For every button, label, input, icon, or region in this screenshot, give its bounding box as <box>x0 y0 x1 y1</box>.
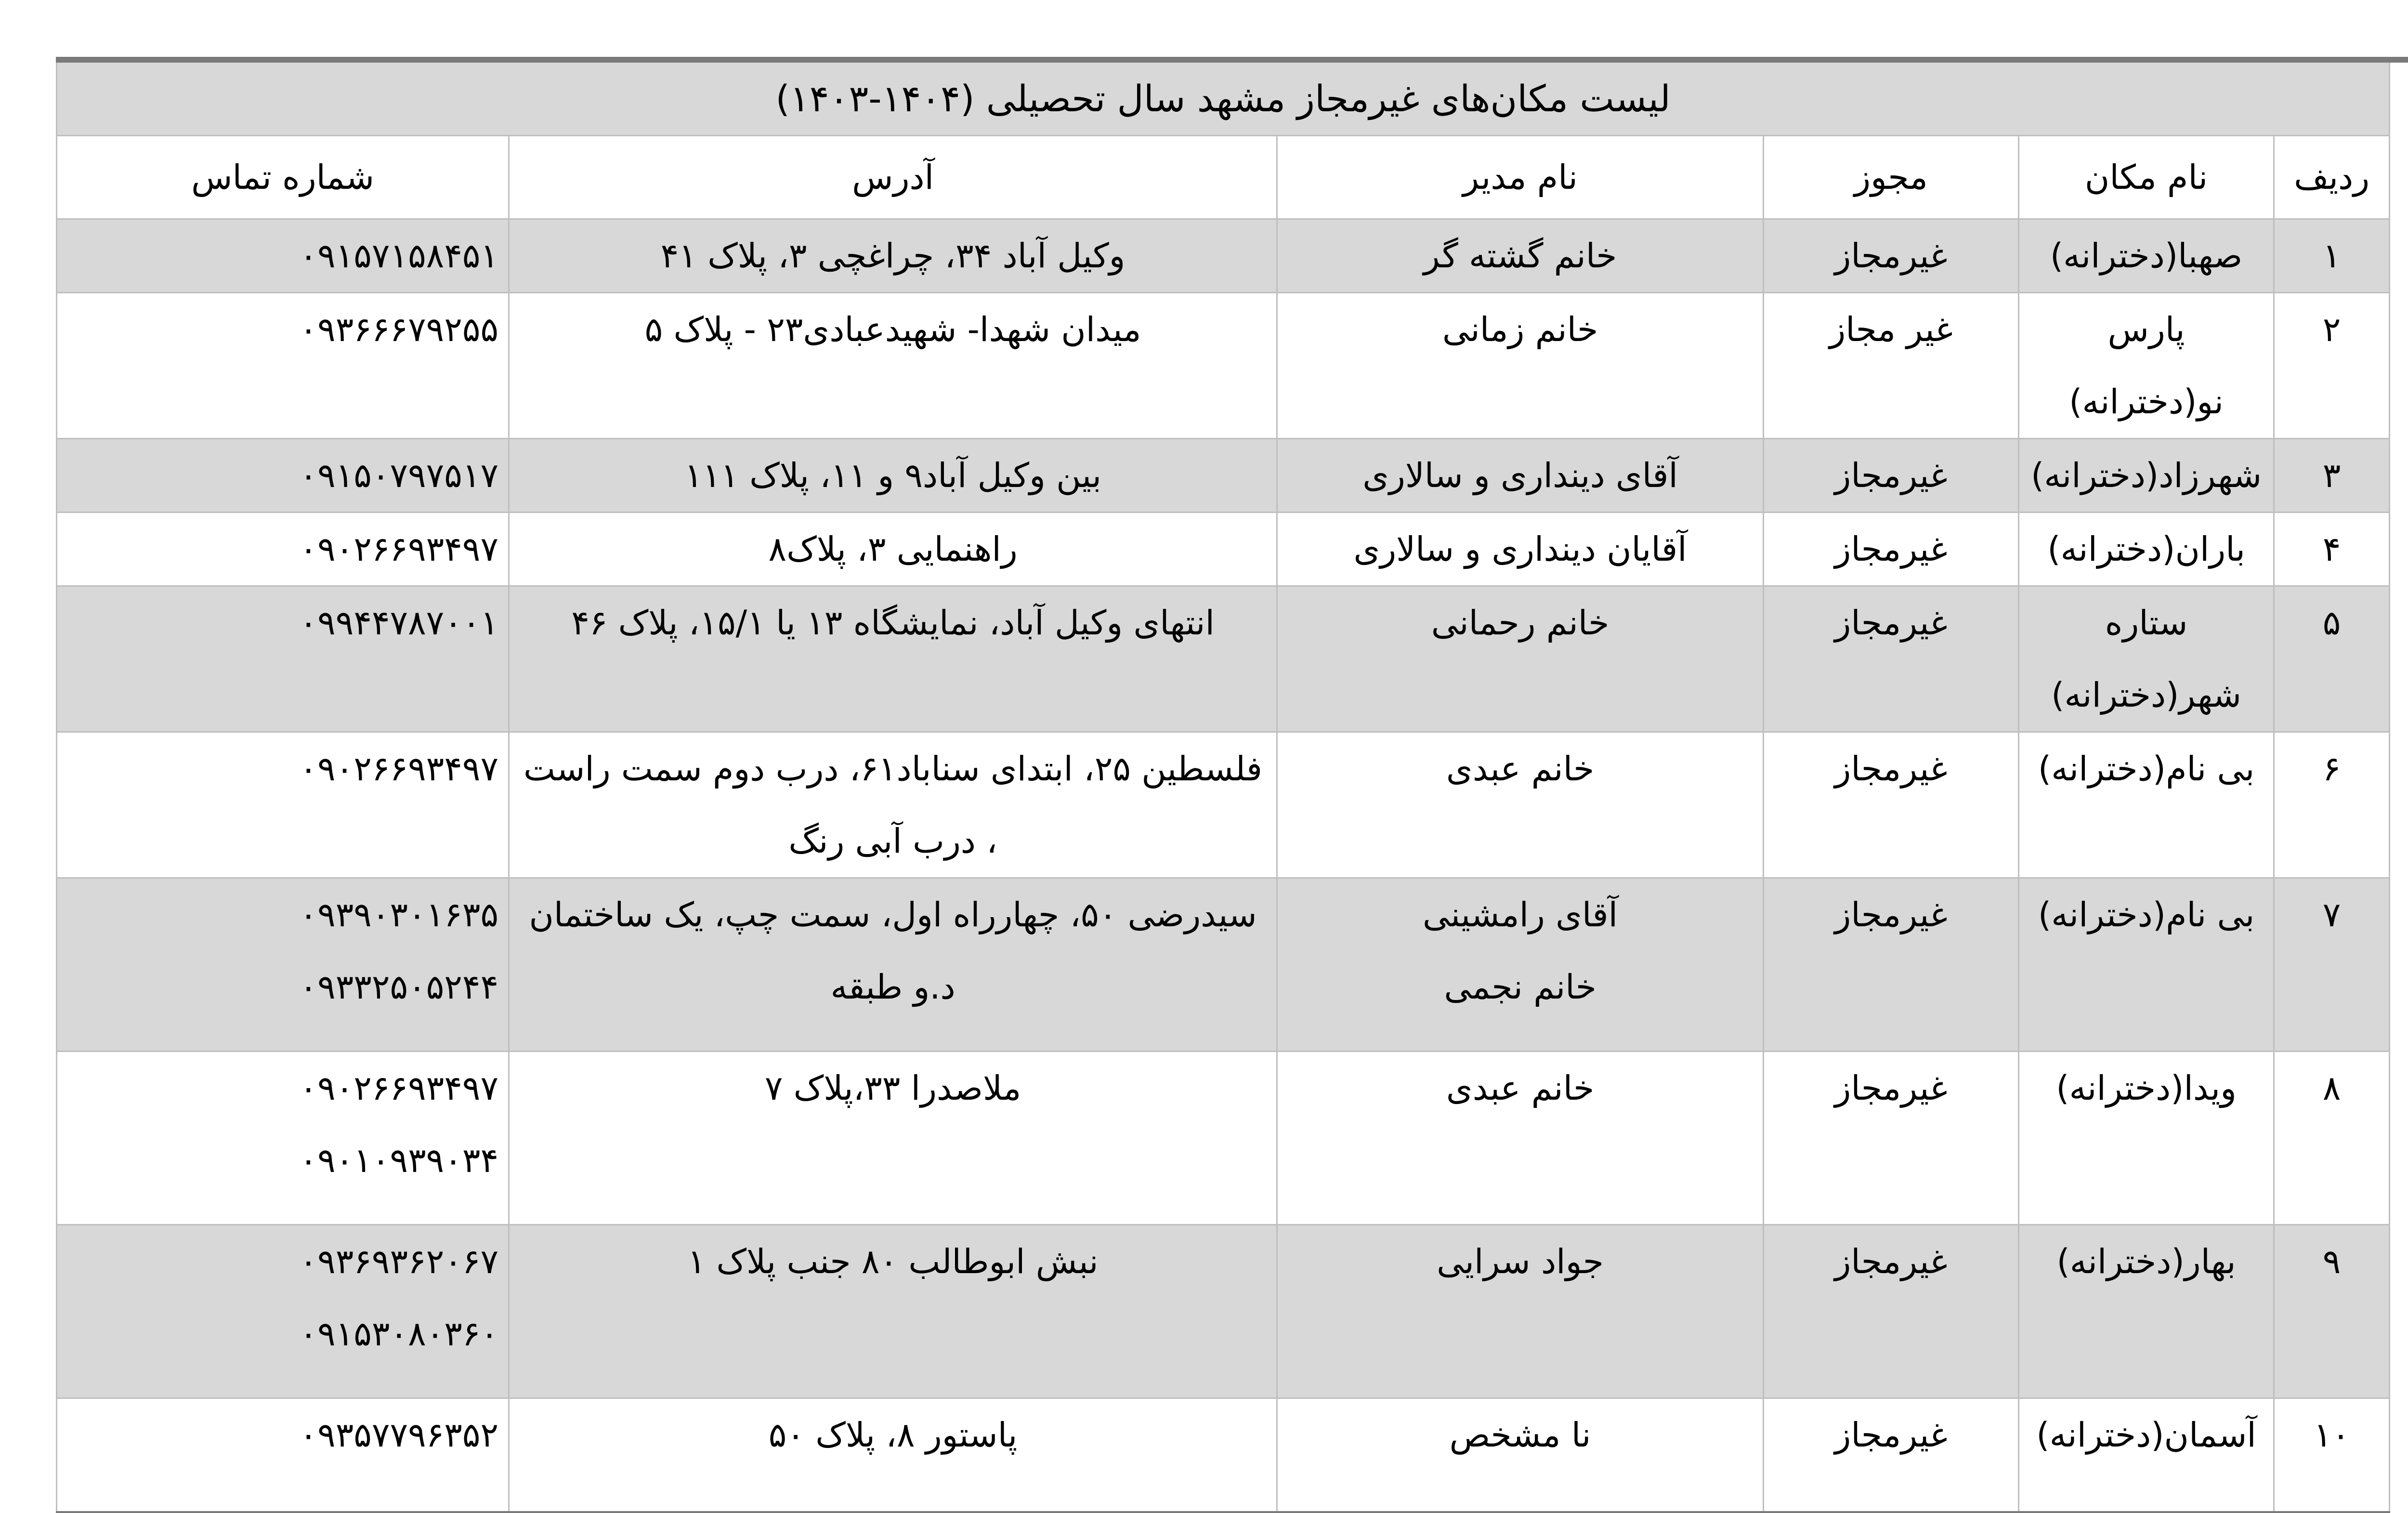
phone-number: ۰۹۳۳۲۵۰۵۲۴۴ <box>299 967 499 1007</box>
cell-manager: نا مشخص <box>1277 1398 1764 1512</box>
table-row <box>57 878 2390 1052</box>
cell-place-name: بی نام(دخترانه) <box>2019 878 2274 1052</box>
phone-number: ۰۹۰۲۶۶۹۳۴۹۷ <box>299 749 499 789</box>
cell-row-number: ۸ <box>2274 1052 2390 1225</box>
illegal-places-table <box>56 63 2390 1513</box>
phone-number: ۰۹۰۲۶۶۹۳۴۹۷ <box>299 529 499 569</box>
header-manager: نام مدیر <box>1277 136 1764 219</box>
phone-number: ۰۹۹۴۴۷۸۷۰۰۱ <box>299 603 499 643</box>
phone-number: ۰۹۱۵۷۱۵۸۴۵۱ <box>299 236 499 276</box>
cell-place-name: باران(دخترانه) <box>2019 513 2274 586</box>
cell-place-name: ویدا(دخترانه) <box>2019 1052 2274 1225</box>
cell-license: غیرمجاز <box>1764 586 2019 732</box>
table-row <box>57 219 2390 293</box>
cell-license: غیرمجاز <box>1764 878 2019 1052</box>
table-header-row <box>57 136 2390 219</box>
cell-license: غیرمجاز <box>1764 1225 2019 1398</box>
manager-name: آقای رامشینی <box>1423 895 1618 934</box>
cell-place-name: شهرزاد(دخترانه) <box>2019 439 2274 513</box>
table-row <box>57 293 2390 439</box>
cell-row-number: ۵ <box>2274 586 2390 732</box>
top-rule <box>56 57 2408 63</box>
cell-license: غیرمجاز <box>1764 513 2019 586</box>
cell-phone <box>57 1225 509 1398</box>
cell-manager: خانم عبدی <box>1277 732 1764 878</box>
phone-number: ۰۹۰۲۶۶۹۳۴۹۷ <box>299 1068 499 1108</box>
table-row <box>57 586 2390 732</box>
cell-license: غیرمجاز <box>1764 439 2019 513</box>
cell-phone <box>57 219 509 293</box>
cell-phone <box>57 1052 509 1225</box>
manager-name: خانم نجمی <box>1444 967 1597 1007</box>
table-row <box>57 1225 2390 1398</box>
cell-license: غیرمجاز <box>1764 732 2019 878</box>
cell-row-number: ۲ <box>2274 293 2390 439</box>
cell-address: فلسطین ۲۵، ابتدای سناباد۶۱، درب دوم سمت راست ، درب آبی رنگ <box>509 732 1277 878</box>
table-row <box>57 439 2390 513</box>
cell-row-number: ۹ <box>2274 1225 2390 1398</box>
cell-address: میدان شهدا- شهیدعبادی۲۳ - پلاک ۵ <box>509 293 1277 439</box>
table-row <box>57 513 2390 586</box>
phone-number: ۰۹۳۵۷۷۹۶۳۵۲ <box>299 1415 499 1455</box>
header-row-number: ردیف <box>2274 136 2390 219</box>
phone-number: ۰۹۳۹۰۳۰۱۶۳۵ <box>299 895 499 934</box>
table-row <box>57 732 2390 878</box>
cell-phone <box>57 293 509 439</box>
table-row <box>57 1052 2390 1225</box>
cell-place-name: پارس نو(دخترانه) <box>2019 293 2274 439</box>
cell-row-number: ۷ <box>2274 878 2390 1052</box>
cell-manager: آقای دینداری و سالاری <box>1277 439 1764 513</box>
cell-address: پاستور ۸، پلاک ۵۰ <box>509 1398 1277 1512</box>
cell-place-name: آسمان(دخترانه) <box>2019 1398 2274 1512</box>
cell-manager: خانم گشته گر <box>1277 219 1764 293</box>
cell-manager: خانم رحمانی <box>1277 586 1764 732</box>
cell-phone <box>57 586 509 732</box>
phone-number: ۰۹۳۶۹۳۶۲۰۶۷ <box>299 1242 499 1281</box>
cell-manager: خانم زمانی <box>1277 293 1764 439</box>
cell-manager <box>1277 878 1764 1052</box>
phone-number: ۰۹۰۱۰۹۳۹۰۳۴ <box>299 1141 499 1180</box>
cell-address: بین وکیل آباد۹ و ۱۱، پلاک ۱۱۱ <box>509 439 1277 513</box>
cell-license: غیرمجاز <box>1764 1052 2019 1225</box>
cell-place-name: ستاره شهر(دخترانه) <box>2019 586 2274 732</box>
cell-row-number: ۶ <box>2274 732 2390 878</box>
cell-address: راهنمایی ۳، پلاک۸ <box>509 513 1277 586</box>
header-phone: شماره تماس <box>57 136 509 219</box>
cell-license: غیرمجاز <box>1764 1398 2019 1512</box>
cell-address: نبش ابوطالب ۸۰ جنب پلاک ۱ <box>509 1225 1277 1398</box>
cell-place-name: بی نام(دخترانه) <box>2019 732 2274 878</box>
header-place-name: نام مکان <box>2019 136 2274 219</box>
cell-manager: آقایان دینداری و سالاری <box>1277 513 1764 586</box>
cell-place-name: صهبا(دخترانه) <box>2019 219 2274 293</box>
cell-address: سیدرضی ۵۰، چهارراه اول، سمت چپ، یک ساختمان د.و طبقه <box>509 878 1277 1052</box>
phone-number: ۰۹۱۵۳۰۸۰۳۶۰ <box>299 1314 499 1354</box>
table-title: لیست مکان‌های غیرمجاز مشهد سال تحصیلی (۱۴۰۴-۱۴۰۳) <box>57 63 2390 136</box>
cell-place-name: بهار(دخترانه) <box>2019 1225 2274 1398</box>
cell-license: غیر مجاز <box>1764 293 2019 439</box>
header-address: آدرس <box>509 136 1277 219</box>
table-row <box>57 1398 2390 1512</box>
cell-phone <box>57 439 509 513</box>
cell-row-number: ۱ <box>2274 219 2390 293</box>
phone-number: ۰۹۱۵۰۷۹۷۵۱۷ <box>299 456 499 495</box>
cell-address: انتهای وکیل آباد، نمایشگاه ۱۳ یا ۱۵/۱، پلاک ۴۶ <box>509 586 1277 732</box>
cell-row-number: ۱۰ <box>2274 1398 2390 1512</box>
table-title-row <box>57 63 2390 136</box>
cell-manager: جواد سرایی <box>1277 1225 1764 1398</box>
phone-number: ۰۹۳۶۶۶۷۹۲۵۵ <box>299 310 499 349</box>
cell-phone <box>57 878 509 1052</box>
cell-address: ملاصدرا ۳۳،پلاک ۷ <box>509 1052 1277 1225</box>
cell-phone <box>57 513 509 586</box>
cell-row-number: ۳ <box>2274 439 2390 513</box>
cell-phone <box>57 732 509 878</box>
cell-address: وکیل آباد ۳۴، چراغچی ۳، پلاک ۴۱ <box>509 219 1277 293</box>
cell-manager: خانم عبدی <box>1277 1052 1764 1225</box>
header-license: مجوز <box>1764 136 2019 219</box>
cell-row-number: ۴ <box>2274 513 2390 586</box>
cell-license: غیرمجاز <box>1764 219 2019 293</box>
cell-phone <box>57 1398 509 1512</box>
